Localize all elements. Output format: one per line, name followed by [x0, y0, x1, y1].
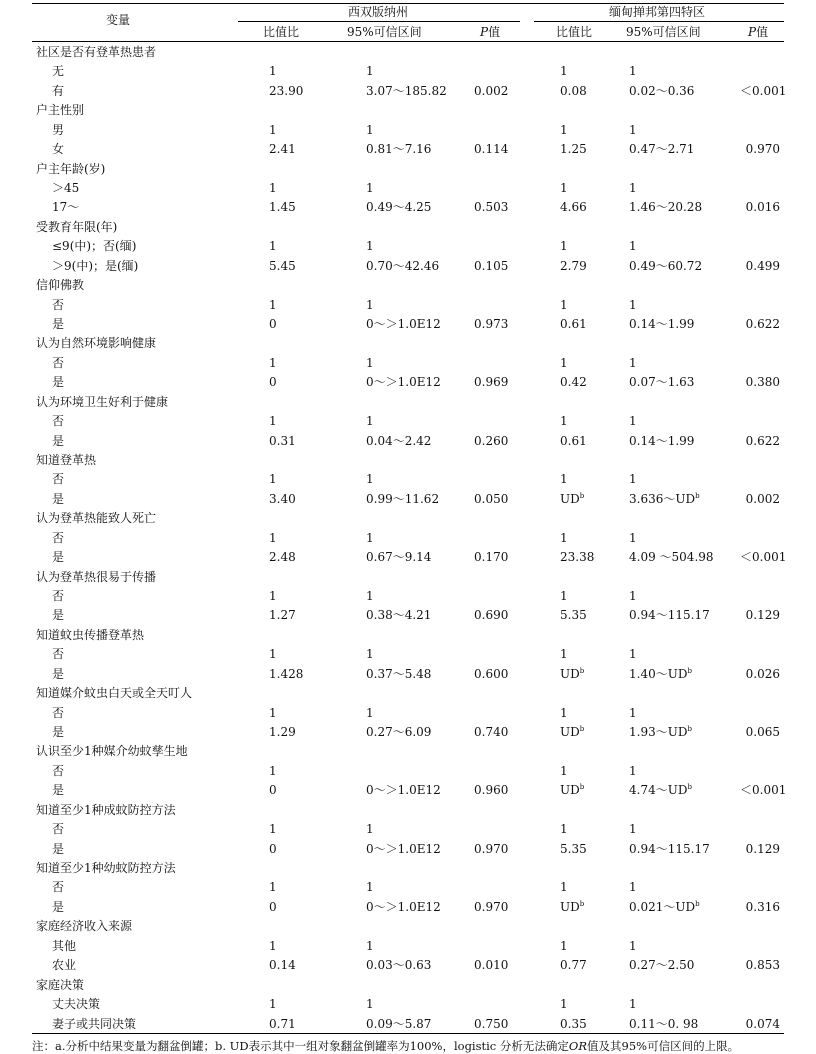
odds-ratio-xsbn: 1 [269, 764, 277, 778]
odds-ratio-xsbn: 1 [269, 880, 277, 894]
odds-ratio-xsbn: 0.14 [269, 958, 296, 972]
odds-ratio-shan: 0.42 [560, 375, 587, 389]
ci-shan: 1 [629, 123, 637, 137]
odds-ratio-xsbn: 1 [269, 298, 277, 312]
odds-ratio-shan: 1 [560, 764, 568, 778]
ci-xsbn: 0.37～5.48 [366, 667, 432, 681]
p-value-shan: 0.002 [745, 492, 780, 506]
odds-ratio-shan: 1.25 [560, 142, 587, 156]
header-p-1: P值 [480, 25, 501, 39]
header-region1: 西双版纳州 [348, 5, 409, 19]
header-p-2: P值 [748, 25, 769, 39]
ci-shan: 1 [629, 472, 637, 486]
level-label: 17～ [52, 200, 80, 214]
odds-ratio-xsbn: 1.27 [269, 608, 296, 622]
variable-label: 知道登革热 [36, 453, 97, 467]
footnote-marker: b [579, 725, 585, 733]
level-label: 无 [52, 64, 65, 78]
p-value-shan: 0.129 [745, 842, 780, 856]
odds-ratio-shan: 0.61 [560, 317, 587, 331]
odds-ratio-shan: $UD^b$ [560, 667, 585, 681]
footnote-marker: b [695, 492, 700, 500]
p-value-shan: 0.065 [745, 725, 780, 739]
odds-ratio-shan: 1 [560, 589, 568, 603]
p-value-xsbn: 0.973 [474, 317, 509, 331]
header-or-2: 比值比 [556, 25, 593, 39]
ci-xsbn: 0.67～9.14 [366, 550, 432, 564]
ci-xsbn: 1 [366, 298, 374, 312]
ci-xsbn: 1 [366, 414, 374, 428]
p-value-xsbn: 0.260 [474, 434, 509, 448]
ci-xsbn: 0.38～4.21 [366, 608, 432, 622]
p-value-xsbn: 0.969 [474, 375, 509, 389]
odds-ratio-shan: 23.38 [560, 550, 595, 564]
level-label: 男 [52, 123, 65, 137]
odds-ratio-xsbn: 1.428 [269, 667, 304, 681]
ci-shan: 1 [629, 531, 637, 545]
ci-xsbn: 1 [366, 706, 374, 720]
ci-shan: 1 [629, 822, 637, 836]
footnote-marker: b [687, 783, 692, 791]
header-bottom-rule [32, 41, 784, 42]
level-label: 否 [52, 822, 65, 836]
p-value-shan: ＜0.001 [740, 84, 787, 98]
odds-ratio-shan: 1 [560, 64, 568, 78]
odds-ratio-xsbn: 1 [269, 647, 277, 661]
odds-ratio-xsbn: 23.90 [269, 84, 304, 98]
top-rule [32, 3, 784, 4]
ci-shan: 1 [629, 298, 637, 312]
level-label: 是 [52, 550, 65, 564]
ci-shan: $0.021\sim UD^b$ [629, 900, 700, 914]
ci-shan: 0.11～0. 98 [629, 1017, 699, 1031]
ci-xsbn: 3.07～185.82 [366, 84, 447, 98]
odds-ratio-xsbn: 1 [269, 414, 277, 428]
ci-xsbn: 0.09～5.87 [366, 1017, 432, 1031]
odds-ratio-shan: 2.79 [560, 259, 587, 273]
odds-ratio-xsbn: 1 [269, 356, 277, 370]
ci-xsbn: 1 [366, 472, 374, 486]
p-value-xsbn: 0.105 [474, 259, 509, 273]
ci-xsbn: 1 [366, 181, 374, 195]
ci-shan: 0.14～1.99 [629, 317, 695, 331]
odds-ratio-xsbn: 0 [269, 783, 277, 797]
p-value-xsbn: 0.114 [474, 142, 509, 156]
footnote-marker: b [579, 667, 585, 675]
odds-ratio-shan: $UD^b$ [560, 900, 585, 914]
level-label: 是 [52, 900, 65, 914]
footnote-marker: b [579, 900, 585, 908]
odds-ratio-shan: 1 [560, 414, 568, 428]
odds-ratio-shan: 0.77 [560, 958, 587, 972]
odds-ratio-shan: 1 [560, 706, 568, 720]
odds-ratio-shan: 1 [560, 997, 568, 1011]
p-value-shan: 0.853 [745, 958, 780, 972]
odds-ratio-xsbn: 1 [269, 997, 277, 1011]
level-label: 其他 [52, 939, 77, 953]
odds-ratio-xsbn: 3.40 [269, 492, 296, 506]
ci-shan: 1 [629, 997, 637, 1011]
variable-label: 信仰佛教 [36, 278, 85, 292]
p-value-shan: 0.622 [745, 317, 780, 331]
p-value-xsbn: 0.600 [474, 667, 509, 681]
p-value-shan: 0.970 [745, 142, 780, 156]
level-label: 否 [52, 356, 65, 370]
variable-label: 知道至少1种成蚊防控方法 [36, 803, 176, 817]
header-region2: 缅甸掸邦第四特区 [609, 5, 706, 19]
odds-ratio-xsbn: 1 [269, 123, 277, 137]
level-label: 是 [52, 667, 65, 681]
ci-shan: 1 [629, 706, 637, 720]
odds-ratio-xsbn: 5.45 [269, 259, 296, 273]
odds-ratio-xsbn: 1 [269, 472, 277, 486]
footnote-marker: b [579, 783, 585, 791]
level-label: 否 [52, 298, 65, 312]
odds-ratio-shan: 0.08 [560, 84, 587, 98]
ci-xsbn: 0～＞1.0E12 [366, 842, 441, 856]
ci-shan: 0.47～2.71 [629, 142, 695, 156]
odds-ratio-xsbn: 2.41 [269, 142, 296, 156]
footnote-marker: b [579, 492, 585, 500]
ci-xsbn: 0～＞1.0E12 [366, 375, 441, 389]
odds-ratio-shan: 1 [560, 239, 568, 253]
odds-ratio-xsbn: 1 [269, 64, 277, 78]
ci-shan: 1 [629, 181, 637, 195]
odds-ratio-shan: 1 [560, 531, 568, 545]
ci-shan: 1 [629, 414, 637, 428]
variable-label: 户主年龄(岁) [36, 162, 106, 176]
odds-ratio-shan: 1 [560, 647, 568, 661]
level-label: 否 [52, 414, 65, 428]
p-value-xsbn: 0.970 [474, 842, 509, 856]
p-value-xsbn: 0.750 [474, 1017, 509, 1031]
level-label: 农业 [52, 958, 77, 972]
ci-xsbn: 1 [366, 123, 374, 137]
ci-shan: 1 [629, 64, 637, 78]
level-label: 是 [52, 842, 65, 856]
ci-shan: 0.94～115.17 [629, 842, 710, 856]
variable-label: 认为自然环境影响健康 [36, 336, 157, 350]
odds-ratio-xsbn: 1 [269, 239, 277, 253]
variable-label: 受教育年限(年) [36, 220, 118, 234]
ci-shan: $1.40\sim UD^b$ [629, 667, 692, 681]
odds-ratio-xsbn: 0 [269, 900, 277, 914]
level-label: 丈夫决策 [52, 997, 101, 1011]
odds-ratio-xsbn: 1.45 [269, 200, 296, 214]
ci-xsbn: 1 [366, 64, 374, 78]
odds-ratio-shan: 0.35 [560, 1017, 587, 1031]
footnote: 注：a.分析中结果变量为翻盆倒罐；b. UD表示其中一组对象翻盆倒罐率为100%，logistic 分析无法确定OR值及其95%可信区间的上限。 [32, 1039, 740, 1053]
p-value-xsbn: 0.170 [474, 550, 509, 564]
ci-xsbn: 0.99～11.62 [366, 492, 440, 506]
variable-label: 家庭决策 [36, 978, 85, 992]
ci-shan: 1 [629, 880, 637, 894]
ci-xsbn: 1 [366, 939, 374, 953]
ci-xsbn: 1 [366, 997, 374, 1011]
variable-label: 户主性别 [36, 103, 85, 117]
odds-ratio-xsbn: 1 [269, 822, 277, 836]
ci-shan: 1 [629, 939, 637, 953]
footnote-marker: b [695, 900, 700, 908]
ci-shan: 0.14～1.99 [629, 434, 695, 448]
level-label: 有 [52, 84, 65, 98]
variable-label: 认识至少1种媒介幼蚊孳生地 [36, 744, 188, 758]
ci-shan: 1 [629, 589, 637, 603]
p-value-shan: 0.129 [745, 608, 780, 622]
ci-xsbn: 0.70～42.46 [366, 259, 440, 273]
ci-xsbn: 1 [366, 356, 374, 370]
level-label: 女 [52, 142, 65, 156]
odds-ratio-shan: 5.35 [560, 608, 587, 622]
footnote-marker: b [687, 725, 692, 733]
variable-label: 知道至少1种幼蚊防控方法 [36, 861, 176, 875]
ci-xsbn: 1 [366, 822, 374, 836]
ci-shan: 4.09 ～504.98 [629, 550, 714, 564]
odds-ratio-shan: $UD^b$ [560, 783, 585, 797]
level-label: ≤9(中)；否(缅) [52, 239, 137, 253]
ci-shan: 1 [629, 356, 637, 370]
p-value-shan: 0.026 [745, 667, 780, 681]
level-label: 否 [52, 647, 65, 661]
ci-shan: 1 [629, 239, 637, 253]
ci-shan: 1 [629, 647, 637, 661]
level-label: 是 [52, 434, 65, 448]
variable-label: 认为环境卫生好利于健康 [36, 395, 169, 409]
ci-xsbn: 1 [366, 239, 374, 253]
variable-label: 知道蚊虫传播登革热 [36, 628, 145, 642]
level-label: 否 [52, 764, 65, 778]
p-value-xsbn: 0.050 [474, 492, 509, 506]
variable-label: 认为登革热很易于传播 [36, 570, 157, 584]
level-label: 否 [52, 589, 65, 603]
p-value-xsbn: 0.690 [474, 608, 509, 622]
ci-shan: 0.07～1.63 [629, 375, 695, 389]
header-or-1: 比值比 [263, 25, 300, 39]
odds-ratio-xsbn: 1 [269, 531, 277, 545]
ci-shan: $4.74\sim UD^b$ [629, 783, 692, 797]
odds-ratio-xsbn: 0.71 [269, 1017, 296, 1031]
level-label: ＞9(中)；是(缅) [52, 259, 139, 273]
ci-xsbn: 0.49～4.25 [366, 200, 432, 214]
odds-ratio-shan: 1 [560, 181, 568, 195]
level-label: 否 [52, 706, 65, 720]
ci-shan: 1 [629, 764, 637, 778]
ci-shan: 0.49～60.72 [629, 259, 703, 273]
level-label: 是 [52, 492, 65, 506]
odds-ratio-xsbn: 1 [269, 939, 277, 953]
p-value-xsbn: 0.002 [474, 84, 509, 98]
p-value-shan: 0.016 [745, 200, 780, 214]
variable-label: 社区是否有登革热患者 [36, 45, 157, 59]
p-value-shan: 0.074 [745, 1017, 780, 1031]
odds-ratio-shan: $UD^b$ [560, 492, 585, 506]
odds-ratio-shan: 5.35 [560, 842, 587, 856]
ci-xsbn: 0.81～7.16 [366, 142, 432, 156]
ci-xsbn: 0～＞1.0E12 [366, 900, 441, 914]
header-variable: 变量 [106, 13, 131, 27]
p-value-xsbn: 0.010 [474, 958, 509, 972]
odds-ratio-shan: 1 [560, 123, 568, 137]
odds-ratio-shan: 1 [560, 939, 568, 953]
p-value-xsbn: 0.960 [474, 783, 509, 797]
ci-shan: $1.93\sim UD^b$ [629, 725, 692, 739]
ci-xsbn: 0～＞1.0E12 [366, 783, 441, 797]
odds-ratio-shan: 1 [560, 356, 568, 370]
variable-label: 认为登革热能致人死亡 [36, 511, 157, 525]
p-value-shan: ＜0.001 [740, 550, 787, 564]
odds-ratio-shan: 1 [560, 472, 568, 486]
odds-ratio-xsbn: 2.48 [269, 550, 296, 564]
p-value-shan: 0.622 [745, 434, 780, 448]
odds-ratio-shan: 1 [560, 298, 568, 312]
odds-ratio-xsbn: 0.31 [269, 434, 296, 448]
p-value-shan: 0.316 [745, 900, 780, 914]
ci-xsbn: 1 [366, 531, 374, 545]
odds-ratio-xsbn: 1 [269, 181, 277, 195]
odds-ratio-shan: 0.61 [560, 434, 587, 448]
level-label: 是 [52, 783, 65, 797]
odds-ratio-xsbn: 0 [269, 317, 277, 331]
ci-xsbn: 1 [366, 589, 374, 603]
level-label: 是 [52, 725, 65, 739]
ci-xsbn: 1 [366, 880, 374, 894]
ci-xsbn: 0～＞1.0E12 [366, 317, 441, 331]
level-label: 是 [52, 375, 65, 389]
odds-ratio-shan: 1 [560, 880, 568, 894]
odds-ratio-shan: 1 [560, 822, 568, 836]
p-value-shan: ＜0.001 [740, 783, 787, 797]
p-value-shan: 0.499 [745, 259, 780, 273]
ci-xsbn: 1 [366, 647, 374, 661]
region1-underline [238, 21, 520, 22]
level-label: 妻子或共同决策 [52, 1017, 137, 1031]
ci-xsbn: 0.27～6.09 [366, 725, 432, 739]
odds-ratio-xsbn: 1 [269, 706, 277, 720]
ci-shan: $3.636\sim UD^b$ [629, 492, 700, 506]
level-label: 是 [52, 608, 65, 622]
region2-underline [534, 21, 784, 22]
p-value-xsbn: 0.970 [474, 900, 509, 914]
ci-shan: 0.02～0.36 [629, 84, 695, 98]
bottom-rule [32, 1033, 784, 1034]
p-value-xsbn: 0.740 [474, 725, 509, 739]
p-value-shan: 0.380 [745, 375, 780, 389]
ci-shan: 1.46～20.28 [629, 200, 703, 214]
odds-ratio-shan: 4.66 [560, 200, 587, 214]
ci-xsbn: 0.03～0.63 [366, 958, 432, 972]
ci-shan: 0.27～2.50 [629, 958, 695, 972]
ci-shan: 0.94～115.17 [629, 608, 710, 622]
header-ci-2: 95%可信区间 [626, 25, 701, 39]
odds-ratio-xsbn: 0 [269, 842, 277, 856]
variable-label: 知道媒介蚊虫白天或全天叮人 [36, 686, 193, 700]
odds-ratio-xsbn: 1.29 [269, 725, 296, 739]
odds-ratio-xsbn: 0 [269, 375, 277, 389]
footnote-marker: b [687, 667, 692, 675]
level-label: 否 [52, 880, 65, 894]
odds-ratio-shan: $UD^b$ [560, 725, 585, 739]
odds-ratio-xsbn: 1 [269, 589, 277, 603]
level-label: 是 [52, 317, 65, 331]
level-label: 否 [52, 531, 65, 545]
p-value-xsbn: 0.503 [474, 200, 509, 214]
variable-label: 家庭经济收入来源 [36, 919, 133, 933]
ci-xsbn: 0.04～2.42 [366, 434, 432, 448]
level-label: ＞45 [52, 181, 80, 195]
header-ci-1: 95%可信区间 [347, 25, 422, 39]
level-label: 否 [52, 472, 65, 486]
